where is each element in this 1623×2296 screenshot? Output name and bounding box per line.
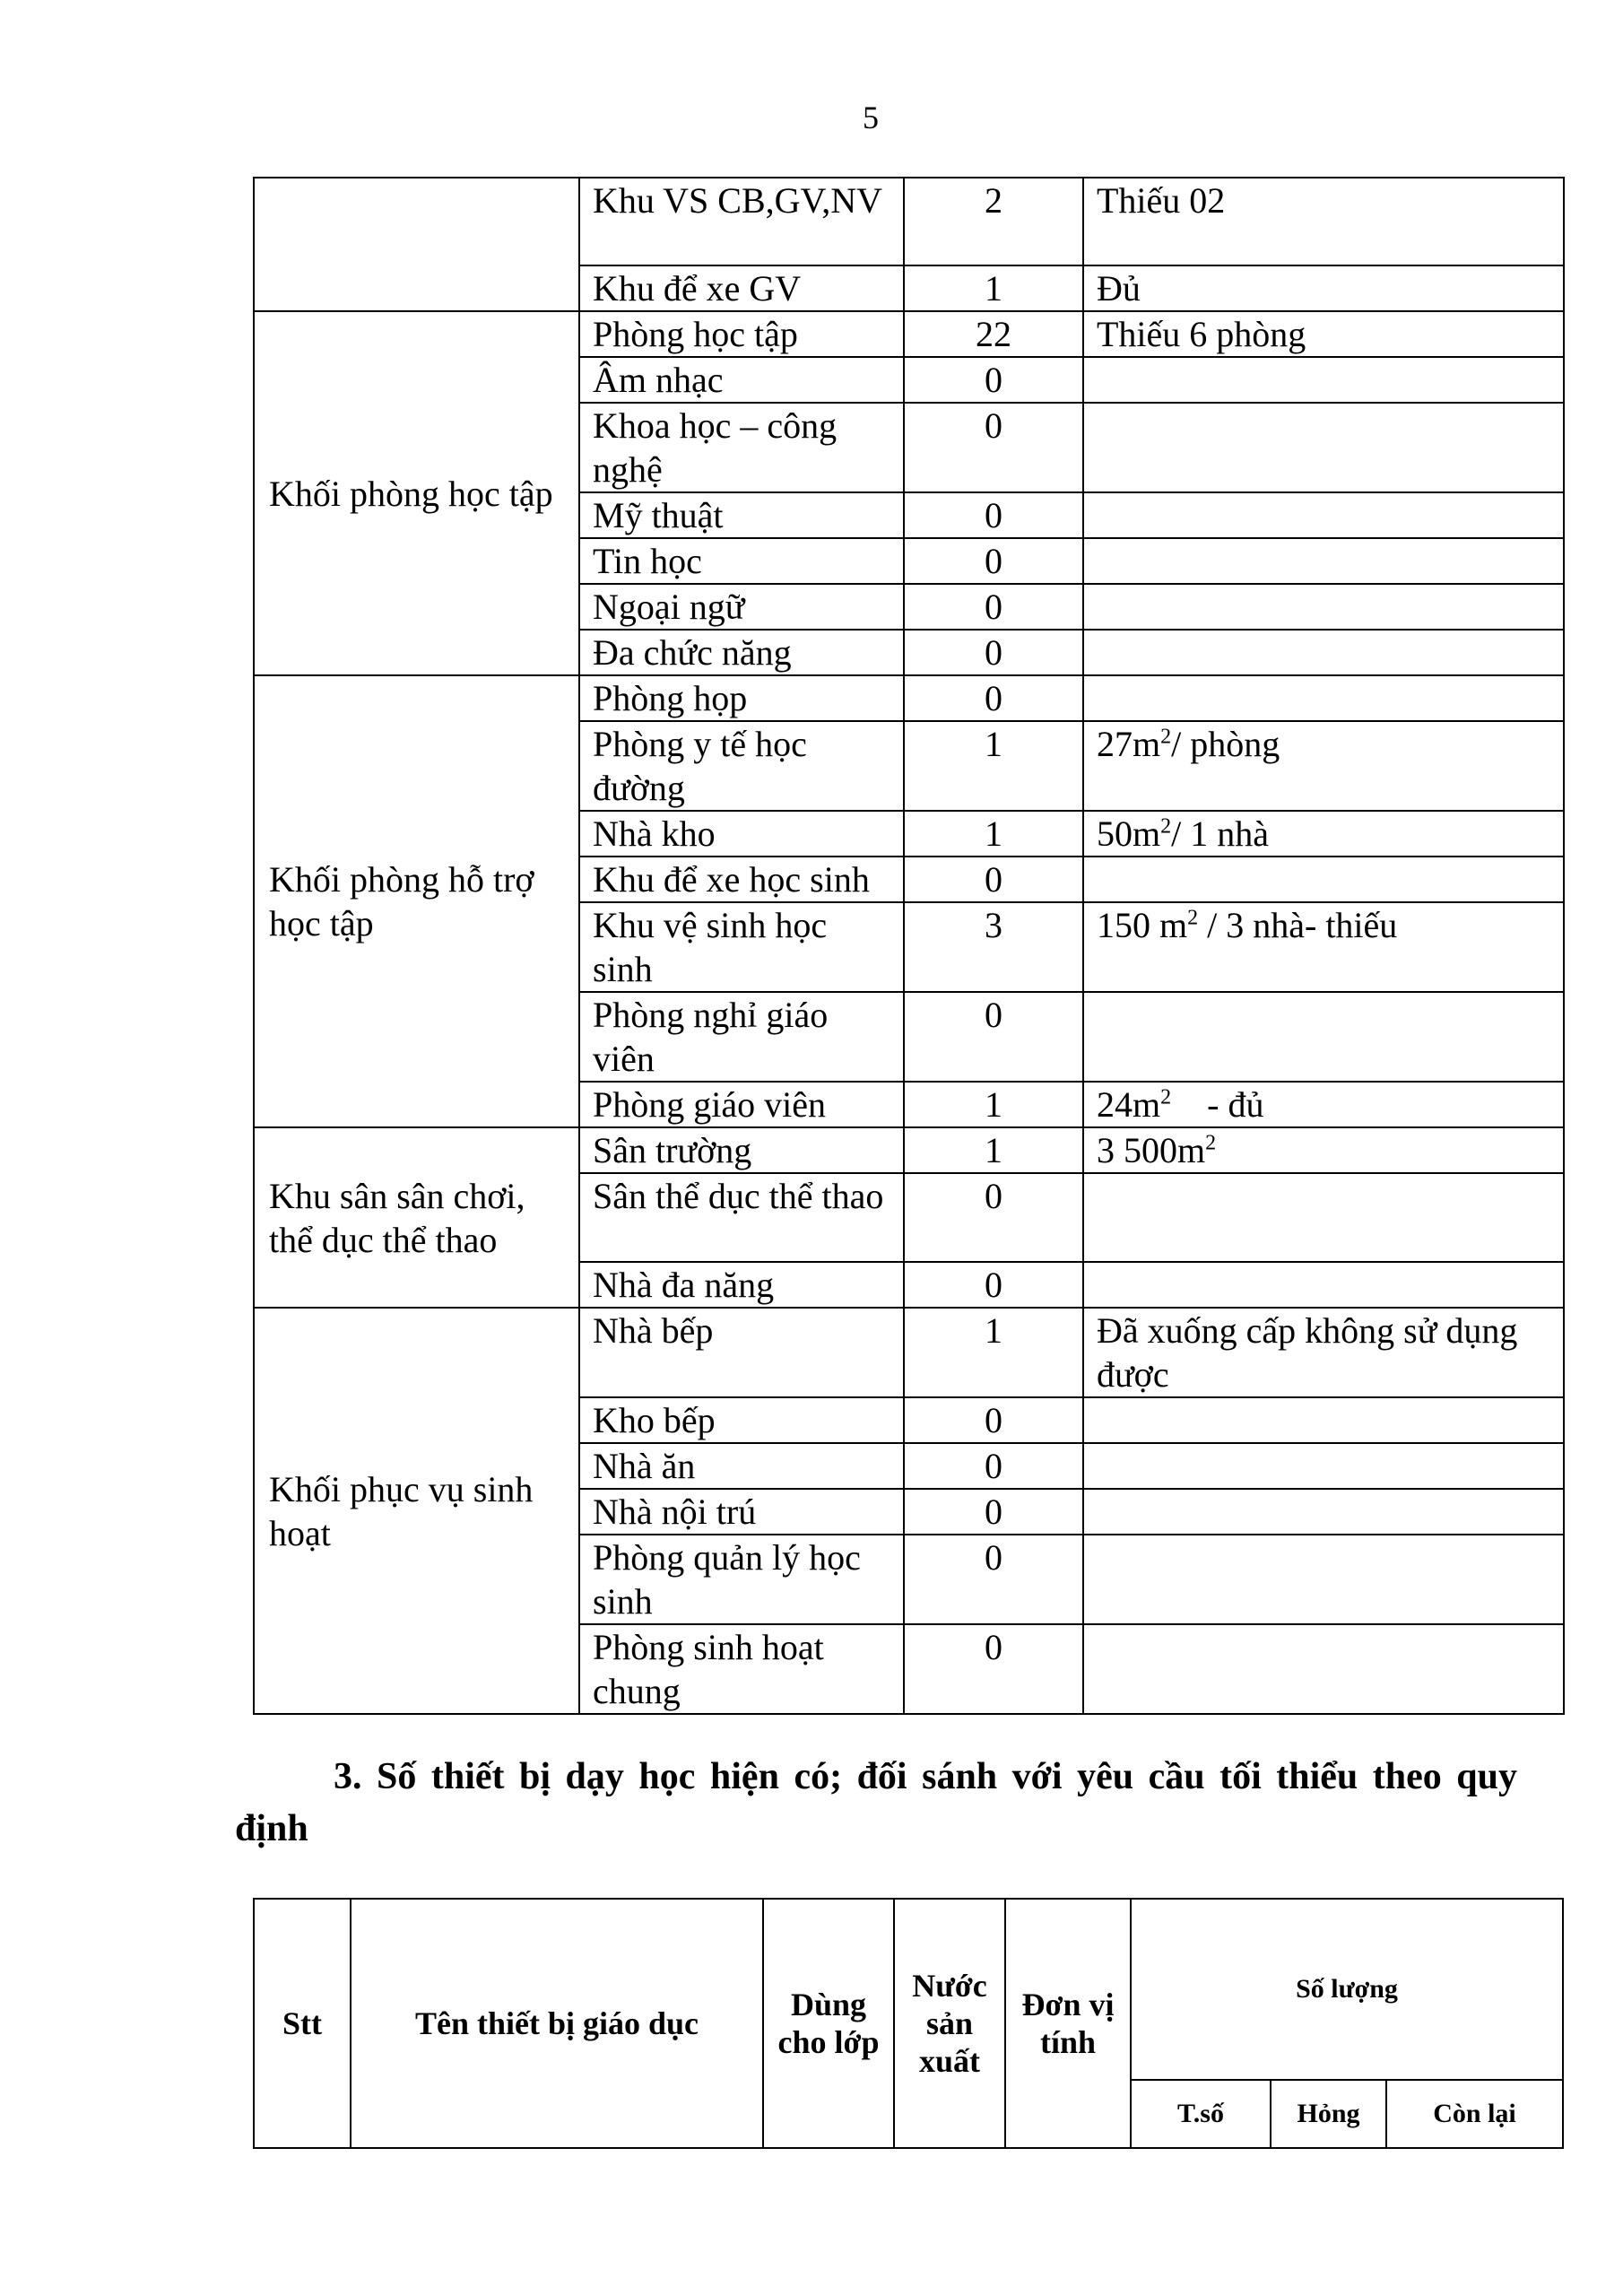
note-cell bbox=[1083, 902, 1564, 992]
group-cell bbox=[254, 178, 579, 311]
header-equipment-name: Tên thiết bị giáo dục bbox=[351, 1899, 763, 2148]
qty-cell: 0 bbox=[904, 857, 1083, 902]
item-cell: Ngoại ngữ bbox=[579, 584, 904, 630]
note-cell: Đã xuống cấp không sử dụng được bbox=[1083, 1308, 1564, 1397]
qty-cell: 0 bbox=[904, 403, 1083, 492]
qty-cell: 0 bbox=[904, 992, 1083, 1082]
item-cell: Mỹ thuật bbox=[579, 492, 904, 538]
note-suffix: - đủ bbox=[1171, 1084, 1264, 1125]
qty-cell: 2 bbox=[904, 178, 1083, 265]
note-cell bbox=[1083, 1262, 1564, 1308]
note-cell bbox=[1083, 1127, 1564, 1173]
table-row bbox=[254, 1127, 1564, 1173]
item-cell: Phòng học tập bbox=[579, 311, 904, 357]
group-cell: Khối phòng học tập bbox=[254, 311, 579, 675]
note-superscript: 2 bbox=[1160, 725, 1172, 749]
item-cell: Nhà kho bbox=[579, 811, 904, 857]
qty-cell: 3 bbox=[904, 902, 1083, 992]
qty-cell: 0 bbox=[904, 584, 1083, 630]
qty-cell: 1 bbox=[904, 811, 1083, 857]
item-cell: Phòng quản lý học sinh bbox=[579, 1535, 904, 1624]
qty-cell: 0 bbox=[904, 538, 1083, 584]
header-unit: Đơn vị tính bbox=[1005, 1899, 1131, 2148]
note-cell bbox=[1083, 675, 1564, 721]
note-suffix: / 3 nhà- thiếu bbox=[1198, 905, 1398, 945]
qty-cell: 1 bbox=[904, 721, 1083, 811]
note-cell bbox=[1083, 721, 1564, 811]
item-cell: Phòng họp bbox=[579, 675, 904, 721]
item-cell: Phòng sinh hoạt chung bbox=[579, 1624, 904, 1714]
item-cell: Phòng nghỉ giáo viên bbox=[579, 992, 904, 1082]
note-value: 150 m bbox=[1097, 905, 1188, 945]
qty-cell: 0 bbox=[904, 1397, 1083, 1443]
group-cell: Khối phòng hỗ trợ học tập bbox=[254, 675, 579, 1127]
note-cell bbox=[1083, 357, 1564, 403]
item-cell: Sân thể dục thể thao bbox=[579, 1173, 904, 1262]
header-origin: Nước sản xuất bbox=[894, 1899, 1005, 2148]
header-broken: Hỏng bbox=[1271, 2080, 1386, 2148]
qty-cell: 1 bbox=[904, 1308, 1083, 1397]
section-3-heading-line1: 3. Số thiết bị dạy học hiện có; đối sánh với yêu cầu tối thiểu theo quy bbox=[334, 1756, 1517, 1797]
header-total: T.số bbox=[1131, 2080, 1271, 2148]
note-suffix: / 1 nhà bbox=[1171, 813, 1269, 854]
table-row bbox=[254, 311, 1564, 357]
item-cell: Nhà ăn bbox=[579, 1443, 904, 1489]
qty-cell: 0 bbox=[904, 1624, 1083, 1714]
group-cell: Khối phục vụ sinh hoạt bbox=[254, 1308, 579, 1714]
note-cell bbox=[1083, 1082, 1564, 1127]
item-cell: Nhà nội trú bbox=[579, 1489, 904, 1535]
item-cell: Kho bếp bbox=[579, 1397, 904, 1443]
item-cell: Âm nhạc bbox=[579, 357, 904, 403]
header-for-class: Dùng cho lớp bbox=[763, 1899, 894, 2148]
header-remaining: Còn lại bbox=[1386, 2080, 1563, 2148]
table-row bbox=[254, 178, 1564, 265]
item-cell: Nhà đa năng bbox=[579, 1262, 904, 1308]
note-cell bbox=[1083, 1397, 1564, 1443]
qty-cell: 0 bbox=[904, 492, 1083, 538]
table-row bbox=[254, 675, 1564, 721]
table-row bbox=[254, 1308, 1564, 1397]
facilities-table bbox=[253, 177, 1565, 1715]
qty-cell: 1 bbox=[904, 1127, 1083, 1173]
item-cell: Khu để xe GV bbox=[579, 265, 904, 311]
note-cell: Thiếu 6 phòng bbox=[1083, 311, 1564, 357]
note-cell bbox=[1083, 857, 1564, 902]
header-stt: Stt bbox=[254, 1899, 351, 2148]
equipment-table bbox=[253, 1898, 1564, 2149]
item-cell: Phòng y tế học đường bbox=[579, 721, 904, 811]
group-cell: Khu sân sân chơi, thể dục thể thao bbox=[254, 1127, 579, 1308]
note-cell bbox=[1083, 1489, 1564, 1535]
item-cell: Đa chức năng bbox=[579, 630, 904, 675]
section-3-heading bbox=[235, 1751, 1517, 1855]
note-superscript: 2 bbox=[1205, 1131, 1217, 1155]
note-value: 27m bbox=[1097, 724, 1161, 764]
qty-cell: 0 bbox=[904, 1173, 1083, 1262]
note-cell bbox=[1083, 492, 1564, 538]
note-superscript: 2 bbox=[1160, 1085, 1172, 1109]
note-superscript: 2 bbox=[1160, 814, 1172, 839]
item-cell: Khoa học – công nghệ bbox=[579, 403, 904, 492]
qty-cell: 0 bbox=[904, 357, 1083, 403]
section-3-heading-line2: định bbox=[235, 1808, 308, 1849]
item-cell: Khu VS CB,GV,NV bbox=[579, 178, 904, 265]
table-header-row bbox=[254, 1899, 1563, 2080]
note-cell bbox=[1083, 403, 1564, 492]
note-suffix: / phòng bbox=[1171, 724, 1280, 764]
item-cell: Khu để xe học sinh bbox=[579, 857, 904, 902]
note-cell bbox=[1083, 630, 1564, 675]
note-value: 3 500m bbox=[1097, 1130, 1206, 1170]
note-cell bbox=[1083, 584, 1564, 630]
note-cell bbox=[1083, 1173, 1564, 1262]
note-cell bbox=[1083, 538, 1564, 584]
note-value: 24m bbox=[1097, 1084, 1161, 1125]
qty-cell: 0 bbox=[904, 630, 1083, 675]
note-cell bbox=[1083, 992, 1564, 1082]
note-cell bbox=[1083, 1535, 1564, 1624]
qty-cell: 0 bbox=[904, 1262, 1083, 1308]
note-cell bbox=[1083, 1624, 1564, 1714]
qty-cell: 0 bbox=[904, 1489, 1083, 1535]
item-cell: Khu vệ sinh học sinh bbox=[579, 902, 904, 992]
qty-cell: 1 bbox=[904, 1082, 1083, 1127]
note-cell bbox=[1083, 811, 1564, 857]
qty-cell: 0 bbox=[904, 1535, 1083, 1624]
note-value: 50m bbox=[1097, 813, 1161, 854]
page-number: 5 bbox=[863, 100, 879, 135]
header-quantity: Số lượng bbox=[1131, 1899, 1563, 2080]
item-cell: Nhà bếp bbox=[579, 1308, 904, 1397]
qty-cell: 22 bbox=[904, 311, 1083, 357]
note-cell: Thiếu 02 bbox=[1083, 178, 1564, 265]
note-cell bbox=[1083, 1443, 1564, 1489]
qty-cell: 0 bbox=[904, 675, 1083, 721]
qty-cell: 1 bbox=[904, 265, 1083, 311]
item-cell: Phòng giáo viên bbox=[579, 1082, 904, 1127]
qty-cell: 0 bbox=[904, 1443, 1083, 1489]
item-cell: Sân trường bbox=[579, 1127, 904, 1173]
note-superscript: 2 bbox=[1187, 906, 1199, 930]
item-cell: Tin học bbox=[579, 538, 904, 584]
note-cell: Đủ bbox=[1083, 265, 1564, 311]
